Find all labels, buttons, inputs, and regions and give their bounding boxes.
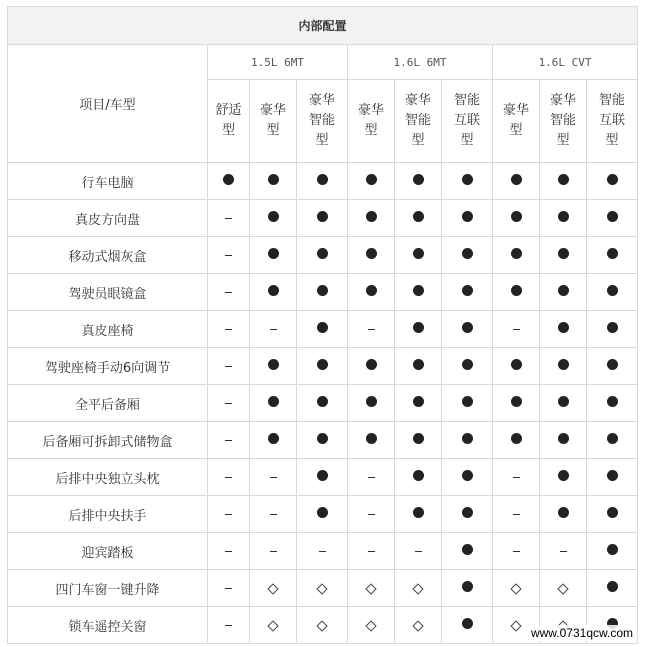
engine-group-header: 1.6L 6MT: [348, 45, 493, 80]
not-available-dash-icon: [225, 403, 232, 404]
availability-cell: [250, 496, 297, 533]
standard-dot-icon: [558, 174, 569, 185]
standard-dot-icon: [607, 322, 618, 333]
optional-diamond-icon: [510, 620, 521, 631]
standard-dot-icon: [511, 433, 522, 444]
availability-cell: [540, 533, 587, 570]
standard-dot-icon: [462, 359, 473, 370]
standard-dot-icon: [317, 285, 328, 296]
availability-cell: [587, 422, 638, 459]
not-available-dash-icon: [225, 625, 232, 626]
standard-dot-icon: [462, 174, 473, 185]
availability-cell: [442, 459, 493, 496]
availability-cell: [540, 496, 587, 533]
availability-cell: [442, 385, 493, 422]
not-available-dash-icon: [225, 440, 232, 441]
availability-cell: [493, 459, 540, 496]
availability-cell: [208, 237, 250, 274]
standard-dot-icon: [317, 433, 328, 444]
trim-header-line: 互联: [453, 113, 480, 128]
trim-header-line: 互联: [599, 113, 626, 128]
standard-dot-icon: [511, 285, 522, 296]
item-header: 项目/车型: [8, 45, 208, 163]
availability-cell: [587, 237, 638, 274]
standard-dot-icon: [558, 322, 569, 333]
not-available-dash-icon: [368, 514, 375, 515]
availability-cell: [348, 348, 395, 385]
availability-cell: [540, 385, 587, 422]
availability-cell: [442, 163, 493, 200]
not-available-dash-icon: [319, 551, 326, 552]
not-available-dash-icon: [225, 366, 232, 367]
trim-header-line: 智能: [404, 113, 431, 128]
trim-header: [395, 80, 442, 163]
availability-cell: [348, 496, 395, 533]
availability-cell: [208, 607, 250, 644]
availability-cell: [587, 348, 638, 385]
trim-header: [493, 80, 540, 163]
standard-dot-icon: [462, 470, 473, 481]
standard-dot-icon: [558, 211, 569, 222]
availability-cell: [250, 348, 297, 385]
optional-diamond-icon: [316, 583, 327, 594]
availability-cell: [297, 237, 348, 274]
optional-diamond-icon: [412, 620, 423, 631]
standard-dot-icon: [607, 544, 618, 555]
availability-cell: [493, 422, 540, 459]
trim-header-line: 豪华: [404, 93, 431, 108]
standard-dot-icon: [268, 248, 279, 259]
availability-cell: [540, 274, 587, 311]
availability-cell: [442, 274, 493, 311]
availability-cell: [297, 496, 348, 533]
table-row: [8, 570, 638, 607]
availability-cell: [208, 459, 250, 496]
availability-cell: [395, 570, 442, 607]
standard-dot-icon: [268, 433, 279, 444]
availability-cell: [250, 385, 297, 422]
availability-cell: [208, 348, 250, 385]
availability-cell: [540, 163, 587, 200]
availability-cell: [395, 200, 442, 237]
not-available-dash-icon: [225, 329, 232, 330]
not-available-dash-icon: [513, 514, 520, 515]
availability-cell: [250, 533, 297, 570]
feature-label: 四门车窗一键升降: [8, 570, 208, 607]
availability-cell: [540, 311, 587, 348]
standard-dot-icon: [607, 581, 618, 592]
trim-header-line: 豪华: [502, 103, 529, 118]
standard-dot-icon: [462, 433, 473, 444]
table-row: [8, 459, 638, 496]
engine-group-row: [8, 45, 638, 80]
table-row: [8, 348, 638, 385]
standard-dot-icon: [558, 359, 569, 370]
availability-cell: [208, 274, 250, 311]
not-available-dash-icon: [225, 588, 232, 589]
feature-label: 行车电脑: [8, 163, 208, 200]
table-row: [8, 274, 638, 311]
trim-header-line: 豪华: [308, 93, 335, 108]
standard-dot-icon: [413, 507, 424, 518]
standard-dot-icon: [558, 285, 569, 296]
availability-cell: [587, 385, 638, 422]
trim-header-line: 型: [605, 133, 619, 148]
not-available-dash-icon: [225, 551, 232, 552]
availability-cell: [250, 459, 297, 496]
standard-dot-icon: [268, 285, 279, 296]
trim-header-line: 智能: [599, 93, 626, 108]
availability-cell: [208, 200, 250, 237]
standard-dot-icon: [558, 507, 569, 518]
standard-dot-icon: [511, 174, 522, 185]
table-row: [8, 237, 638, 274]
availability-cell: [587, 570, 638, 607]
availability-cell: [297, 385, 348, 422]
availability-cell: [395, 385, 442, 422]
standard-dot-icon: [462, 322, 473, 333]
optional-diamond-icon: [267, 620, 278, 631]
standard-dot-icon: [317, 507, 328, 518]
standard-dot-icon: [268, 211, 279, 222]
engine-group-header: 1.5L 6MT: [208, 45, 348, 80]
trim-header-line: 型: [315, 133, 329, 148]
availability-cell: [348, 385, 395, 422]
availability-cell: [348, 274, 395, 311]
availability-cell: [442, 570, 493, 607]
optional-diamond-icon: [316, 620, 327, 631]
availability-cell: [348, 607, 395, 644]
availability-cell: [297, 422, 348, 459]
table-row: [8, 385, 638, 422]
availability-cell: [250, 422, 297, 459]
availability-cell: [493, 496, 540, 533]
not-available-dash-icon: [415, 551, 422, 552]
interior-config-table: [7, 6, 638, 644]
standard-dot-icon: [607, 396, 618, 407]
standard-dot-icon: [366, 396, 377, 407]
standard-dot-icon: [558, 433, 569, 444]
feature-label: 后排中央扶手: [8, 496, 208, 533]
standard-dot-icon: [366, 248, 377, 259]
availability-cell: [250, 274, 297, 311]
feature-label: 驾驶员眼镜盒: [8, 274, 208, 311]
standard-dot-icon: [317, 248, 328, 259]
standard-dot-icon: [607, 285, 618, 296]
availability-cell: [208, 570, 250, 607]
feature-label: 后排中央独立头枕: [8, 459, 208, 496]
standard-dot-icon: [413, 322, 424, 333]
optional-diamond-icon: [510, 583, 521, 594]
optional-diamond-icon: [365, 620, 376, 631]
standard-dot-icon: [462, 544, 473, 555]
availability-cell: [348, 311, 395, 348]
standard-dot-icon: [413, 433, 424, 444]
availability-cell: [348, 459, 395, 496]
not-available-dash-icon: [513, 551, 520, 552]
availability-cell: [208, 163, 250, 200]
standard-dot-icon: [607, 433, 618, 444]
availability-cell: [297, 274, 348, 311]
watermark: www.0731qcw.com: [528, 625, 636, 641]
standard-dot-icon: [462, 285, 473, 296]
standard-dot-icon: [268, 359, 279, 370]
availability-cell: [442, 422, 493, 459]
availability-cell: [442, 237, 493, 274]
not-available-dash-icon: [225, 255, 232, 256]
availability-cell: [297, 570, 348, 607]
availability-cell: [587, 200, 638, 237]
trim-header: [208, 80, 250, 163]
availability-cell: [493, 274, 540, 311]
standard-dot-icon: [413, 174, 424, 185]
availability-cell: [208, 533, 250, 570]
availability-cell: [208, 496, 250, 533]
trim-header-line: 智能: [308, 113, 335, 128]
feature-label: 真皮座椅: [8, 311, 208, 348]
trim-header-line: 型: [364, 123, 378, 138]
feature-label: 迎宾踏板: [8, 533, 208, 570]
standard-dot-icon: [366, 285, 377, 296]
availability-cell: [442, 533, 493, 570]
availability-cell: [493, 533, 540, 570]
feature-label: 后备厢可拆卸式储物盒: [8, 422, 208, 459]
trim-header-line: 型: [460, 133, 474, 148]
standard-dot-icon: [607, 470, 618, 481]
trim-header-line: 豪华: [259, 103, 286, 118]
standard-dot-icon: [268, 396, 279, 407]
availability-cell: [208, 422, 250, 459]
availability-cell: [297, 348, 348, 385]
availability-cell: [442, 348, 493, 385]
trim-header: [442, 80, 493, 163]
availability-cell: [297, 459, 348, 496]
table-row: [8, 163, 638, 200]
not-available-dash-icon: [513, 477, 520, 478]
standard-dot-icon: [413, 396, 424, 407]
config-table-frame: [7, 6, 638, 644]
standard-dot-icon: [413, 359, 424, 370]
availability-cell: [587, 533, 638, 570]
trim-header-line: 型: [221, 123, 235, 138]
availability-cell: [493, 385, 540, 422]
availability-cell: [395, 422, 442, 459]
standard-dot-icon: [317, 174, 328, 185]
standard-dot-icon: [511, 248, 522, 259]
not-available-dash-icon: [270, 329, 277, 330]
availability-cell: [297, 163, 348, 200]
not-available-dash-icon: [513, 329, 520, 330]
availability-cell: [442, 311, 493, 348]
availability-cell: [250, 607, 297, 644]
availability-cell: [587, 311, 638, 348]
standard-dot-icon: [462, 248, 473, 259]
availability-cell: [297, 311, 348, 348]
availability-cell: [442, 496, 493, 533]
standard-dot-icon: [317, 396, 328, 407]
standard-dot-icon: [268, 174, 279, 185]
standard-dot-icon: [462, 211, 473, 222]
standard-dot-icon: [558, 248, 569, 259]
availability-cell: [250, 163, 297, 200]
availability-cell: [540, 570, 587, 607]
availability-cell: [587, 496, 638, 533]
table-row: [8, 422, 638, 459]
availability-cell: [395, 496, 442, 533]
feature-label: 锁车遥控关窗: [8, 607, 208, 644]
standard-dot-icon: [462, 507, 473, 518]
standard-dot-icon: [366, 211, 377, 222]
not-available-dash-icon: [225, 292, 232, 293]
standard-dot-icon: [413, 211, 424, 222]
availability-cell: [208, 311, 250, 348]
trim-header-line: 型: [509, 123, 523, 138]
availability-cell: [395, 348, 442, 385]
engine-group-header: 1.6L CVT: [493, 45, 638, 80]
availability-cell: [493, 237, 540, 274]
not-available-dash-icon: [368, 329, 375, 330]
availability-cell: [540, 237, 587, 274]
not-available-dash-icon: [270, 514, 277, 515]
trim-header-line: 智能: [549, 113, 576, 128]
trim-header-line: 型: [556, 133, 570, 148]
availability-cell: [297, 607, 348, 644]
not-available-dash-icon: [270, 477, 277, 478]
standard-dot-icon: [366, 433, 377, 444]
availability-cell: [395, 607, 442, 644]
standard-dot-icon: [413, 248, 424, 259]
standard-dot-icon: [511, 211, 522, 222]
standard-dot-icon: [366, 359, 377, 370]
optional-diamond-icon: [412, 583, 423, 594]
optional-diamond-icon: [365, 583, 376, 594]
availability-cell: [493, 348, 540, 385]
trim-header-line: 豪华: [549, 93, 576, 108]
availability-cell: [540, 459, 587, 496]
availability-cell: [250, 311, 297, 348]
availability-cell: [493, 163, 540, 200]
standard-dot-icon: [462, 581, 473, 592]
availability-cell: [395, 459, 442, 496]
availability-cell: [297, 200, 348, 237]
availability-cell: [493, 311, 540, 348]
table-row: [8, 311, 638, 348]
availability-cell: [208, 385, 250, 422]
not-available-dash-icon: [368, 477, 375, 478]
standard-dot-icon: [607, 248, 618, 259]
trim-header: [297, 80, 348, 163]
feature-label: 移动式烟灰盒: [8, 237, 208, 274]
standard-dot-icon: [607, 359, 618, 370]
availability-cell: [250, 570, 297, 607]
availability-cell: [395, 237, 442, 274]
standard-dot-icon: [607, 507, 618, 518]
standard-dot-icon: [223, 174, 234, 185]
availability-cell: [348, 200, 395, 237]
trim-header-line: 型: [411, 133, 425, 148]
not-available-dash-icon: [270, 551, 277, 552]
trim-header: [250, 80, 297, 163]
standard-dot-icon: [511, 359, 522, 370]
availability-cell: [587, 163, 638, 200]
availability-cell: [395, 311, 442, 348]
title-row: [8, 7, 638, 45]
optional-diamond-icon: [557, 583, 568, 594]
trim-header: [348, 80, 395, 163]
standard-dot-icon: [413, 470, 424, 481]
availability-cell: [442, 200, 493, 237]
table-row: [8, 533, 638, 570]
availability-cell: [395, 163, 442, 200]
availability-cell: [587, 459, 638, 496]
not-available-dash-icon: [368, 551, 375, 552]
trim-header-line: 豪华: [357, 103, 384, 118]
not-available-dash-icon: [225, 514, 232, 515]
availability-cell: [348, 570, 395, 607]
standard-dot-icon: [366, 174, 377, 185]
availability-cell: [540, 348, 587, 385]
standard-dot-icon: [558, 470, 569, 481]
standard-dot-icon: [317, 470, 328, 481]
table-row: [8, 200, 638, 237]
standard-dot-icon: [317, 359, 328, 370]
trim-header: [587, 80, 638, 163]
availability-cell: [395, 533, 442, 570]
availability-cell: [348, 237, 395, 274]
optional-diamond-icon: [267, 583, 278, 594]
standard-dot-icon: [607, 211, 618, 222]
availability-cell: [250, 200, 297, 237]
table-row: [8, 496, 638, 533]
availability-cell: [493, 570, 540, 607]
trim-header-line: 型: [266, 123, 280, 138]
standard-dot-icon: [413, 285, 424, 296]
availability-cell: [348, 163, 395, 200]
standard-dot-icon: [607, 174, 618, 185]
standard-dot-icon: [558, 396, 569, 407]
trim-header-line: 舒适: [215, 103, 242, 118]
availability-cell: [540, 200, 587, 237]
not-available-dash-icon: [225, 477, 232, 478]
table-title: 内部配置: [8, 7, 638, 45]
availability-cell: [348, 533, 395, 570]
trim-header: [540, 80, 587, 163]
not-available-dash-icon: [560, 551, 567, 552]
availability-cell: [297, 533, 348, 570]
availability-cell: [493, 200, 540, 237]
availability-cell: [587, 274, 638, 311]
standard-dot-icon: [462, 396, 473, 407]
standard-dot-icon: [511, 396, 522, 407]
availability-cell: [348, 422, 395, 459]
availability-cell: [395, 274, 442, 311]
trim-header-line: 智能: [453, 93, 480, 108]
standard-dot-icon: [317, 322, 328, 333]
standard-dot-icon: [317, 211, 328, 222]
availability-cell: [442, 607, 493, 644]
feature-label: 全平后备厢: [8, 385, 208, 422]
feature-label: 驾驶座椅手动6向调节: [8, 348, 208, 385]
availability-cell: [250, 237, 297, 274]
not-available-dash-icon: [225, 218, 232, 219]
standard-dot-icon: [462, 618, 473, 629]
feature-label: 真皮方向盘: [8, 200, 208, 237]
availability-cell: [540, 422, 587, 459]
